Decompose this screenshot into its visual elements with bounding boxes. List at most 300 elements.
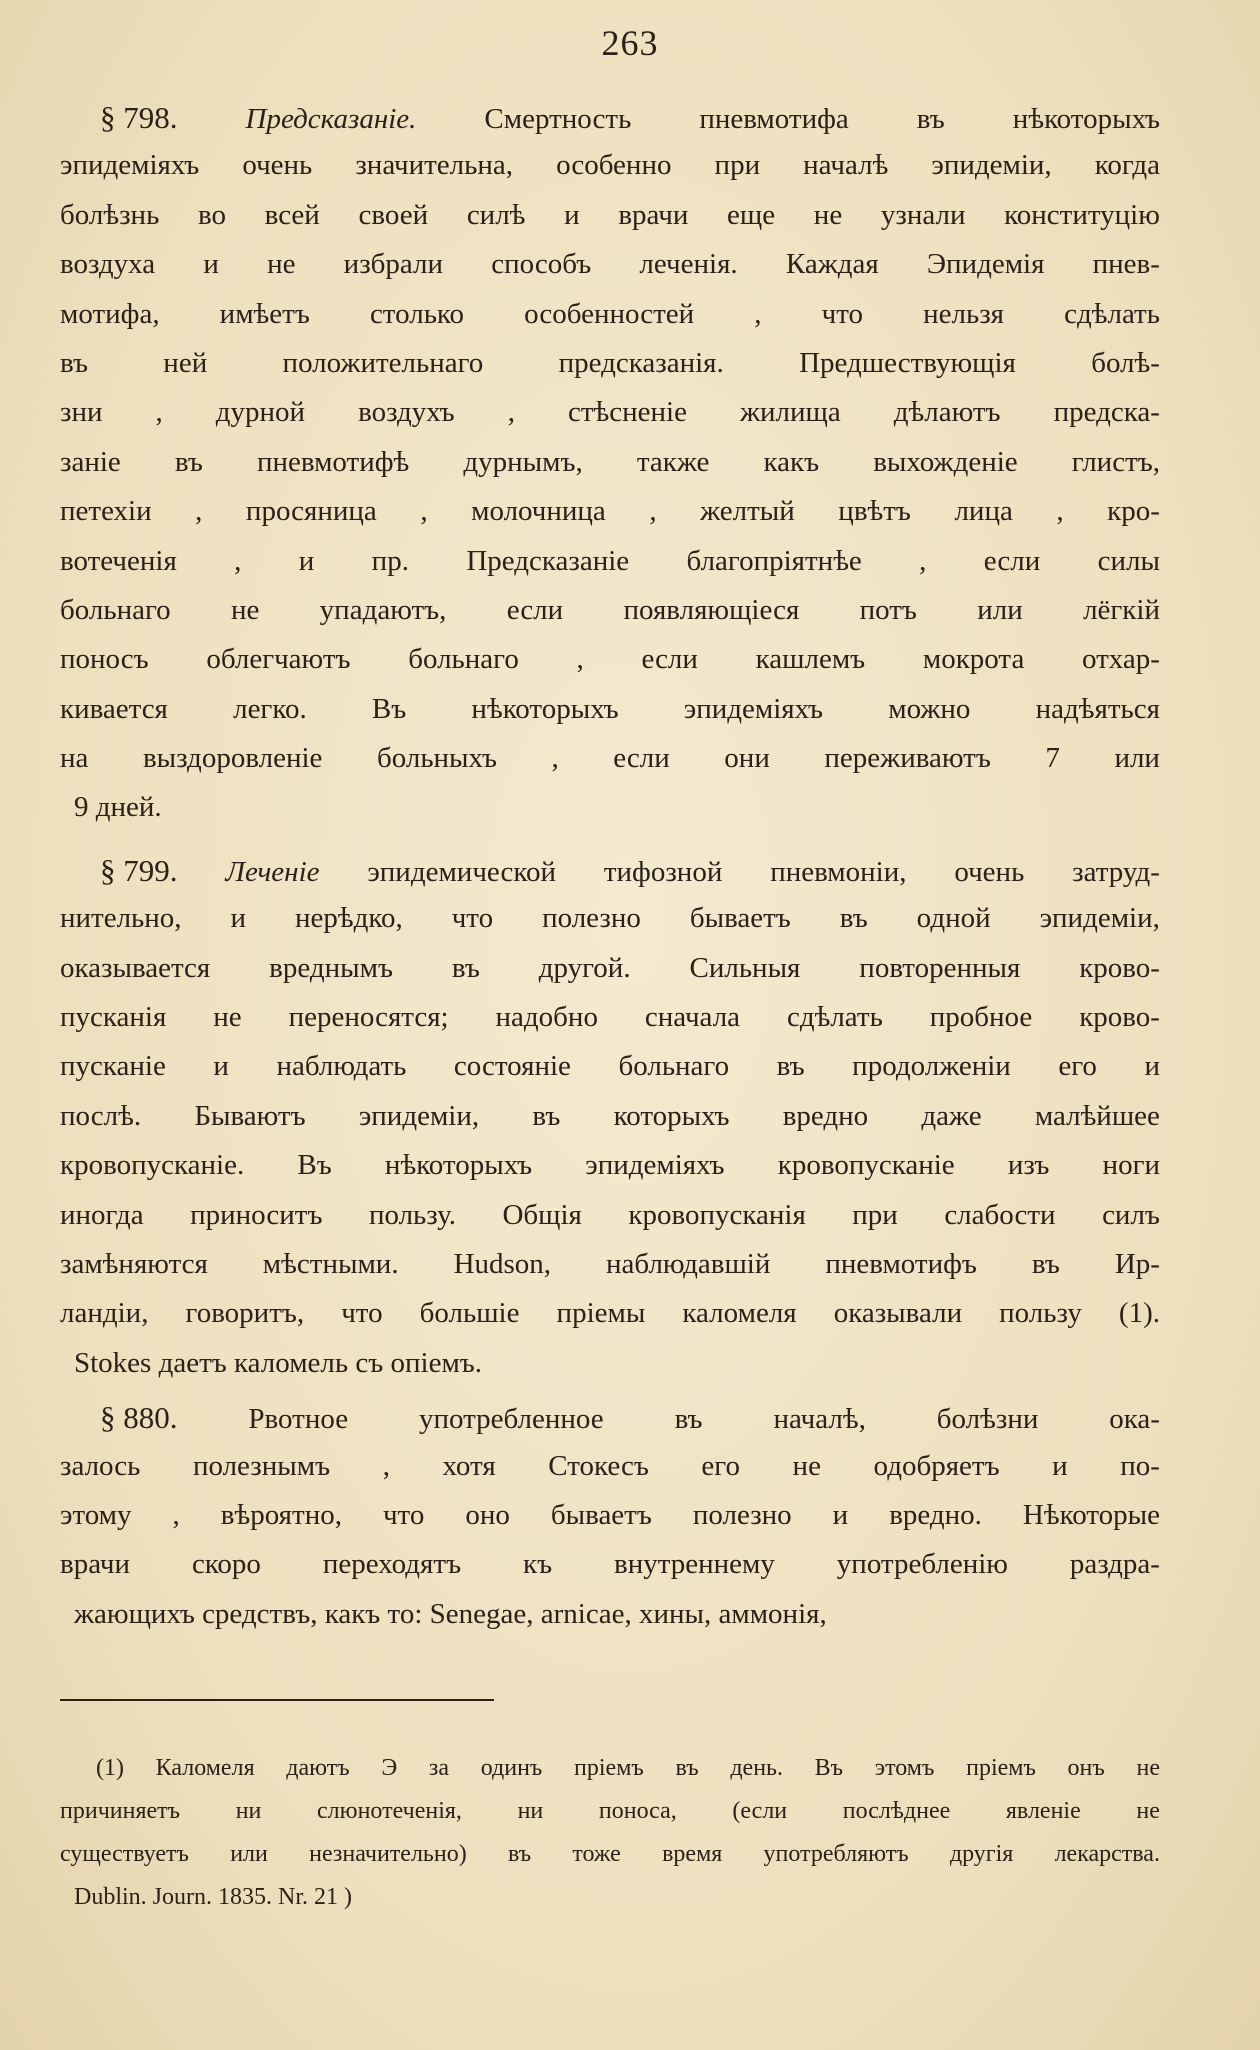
word: своей: [358, 198, 429, 231]
text-line: [60, 742, 1160, 791]
word: незначительно): [309, 1841, 467, 1867]
word: ,: [155, 396, 163, 429]
text-line: [60, 1100, 1160, 1149]
word: еще: [727, 198, 776, 231]
word: наблюдать: [276, 1050, 407, 1083]
word: скоро: [191, 1548, 261, 1581]
text-line: [60, 791, 1160, 840]
word: силъ: [1102, 1198, 1160, 1231]
word: пользу: [999, 1297, 1082, 1330]
word: способъ: [491, 248, 592, 281]
word: болѣзнь: [60, 198, 160, 231]
word: полезно: [542, 902, 641, 935]
word: раздра-: [1069, 1548, 1160, 1581]
word: Э: [381, 1755, 398, 1781]
word: Въ: [814, 1755, 844, 1781]
word: существуетъ: [60, 1841, 189, 1867]
word: слабости: [944, 1198, 1056, 1231]
word: кровопусканіе: [777, 1149, 955, 1182]
word: хотя: [442, 1449, 496, 1482]
word: которыхъ: [613, 1099, 730, 1132]
word: бываетъ: [689, 902, 791, 935]
word: пусканія: [60, 1001, 167, 1034]
word: сдѣлать: [786, 1001, 883, 1034]
word: пріемъ: [574, 1755, 644, 1781]
word: зни: [60, 396, 103, 429]
word: Въ: [297, 1149, 332, 1182]
word: вредно.: [889, 1498, 982, 1531]
word: кашлемъ: [755, 643, 866, 676]
word: болѣзни: [936, 1403, 1039, 1436]
section-term: Леченіе: [225, 855, 320, 888]
word: послѣднее: [842, 1798, 951, 1824]
word: въ: [60, 346, 88, 379]
word: ни: [235, 1798, 262, 1824]
word: онъ: [1067, 1755, 1105, 1781]
word: Рвотное: [248, 1403, 349, 1436]
word: время: [662, 1841, 723, 1867]
word: пневмоніи,: [770, 855, 907, 888]
text-line: [60, 643, 1160, 692]
word: эпидеміяхъ: [585, 1149, 725, 1182]
word: сначала: [644, 1001, 741, 1034]
word: эпидеміяхъ: [683, 692, 824, 725]
word: пріемы: [556, 1297, 646, 1330]
word: что: [451, 902, 494, 935]
word: пусканіе: [60, 1050, 166, 1083]
word: не: [792, 1449, 821, 1482]
word: состояніе: [453, 1050, 571, 1083]
word: пробное: [929, 1001, 1033, 1034]
word: мокрота: [922, 643, 1025, 676]
text-line: [60, 1199, 1160, 1248]
word: выхожденіе: [873, 445, 1018, 478]
word: имѣетъ: [219, 297, 310, 330]
word: петехіи: [60, 495, 152, 528]
word: если: [983, 544, 1041, 577]
page-number: 263: [601, 23, 659, 63]
footnote-text: Dublin. Journ. 1835. Nr. 21 ): [74, 1884, 352, 1910]
word: не: [1136, 1755, 1160, 1781]
word: продолженіи: [852, 1050, 1011, 1083]
word: употребляютъ: [763, 1841, 909, 1867]
text-line: [60, 1548, 1160, 1597]
line-text: жающихъ средствъ, какъ то: Senegae, arnicae, хины, аммонія,: [74, 1597, 827, 1630]
footnote: [60, 1755, 1160, 1927]
word: началѣ,: [773, 1403, 866, 1436]
word: упадаютъ,: [319, 593, 447, 626]
word: въ: [675, 1755, 699, 1781]
word: ,: [919, 544, 927, 577]
word: не: [1136, 1798, 1160, 1824]
word: нерѣдко,: [295, 902, 403, 935]
word: полезнымъ: [192, 1449, 331, 1482]
word: ,: [754, 297, 762, 330]
word: не: [267, 248, 296, 281]
word: приноситъ: [190, 1198, 323, 1231]
word: они: [724, 742, 770, 775]
text-line: [60, 545, 1160, 594]
text-line: [60, 693, 1160, 742]
word: очень: [242, 149, 313, 182]
footnote-line: [60, 1755, 1160, 1798]
word: Каждая: [785, 248, 879, 281]
word: въ: [916, 103, 945, 135]
word: въ: [174, 445, 203, 478]
word: благопріятнѣе: [686, 544, 862, 577]
word: Hudson,: [453, 1247, 552, 1280]
word: малѣйшее: [1034, 1099, 1160, 1132]
text-line: [60, 1149, 1160, 1198]
word: слюнотеченія,: [317, 1798, 462, 1824]
word: крово-: [1079, 951, 1160, 984]
word: на: [60, 742, 89, 775]
footnote-rule: [60, 1699, 494, 1701]
word: предсказанія.: [558, 346, 724, 379]
word: что: [821, 297, 864, 330]
word: нѣкоторыхъ: [1012, 103, 1160, 135]
word: нѣкоторыхъ: [471, 692, 619, 725]
text-line: [60, 952, 1160, 1001]
word: въ: [674, 1403, 703, 1436]
word: и: [1144, 1050, 1160, 1083]
word: кивается: [60, 692, 168, 725]
word: кро-: [1107, 495, 1160, 528]
text-line: [60, 1347, 1160, 1396]
word: заніе: [60, 445, 121, 478]
text-line: [60, 1297, 1160, 1346]
word: употребленное: [418, 1403, 604, 1436]
word: ,: [172, 1498, 180, 1531]
word: вѣроятно,: [220, 1498, 342, 1531]
word: и: [213, 1050, 229, 1083]
word: 7: [1045, 742, 1060, 775]
word: Предшествующія: [799, 346, 1016, 379]
word: Эпидемія: [926, 248, 1045, 281]
word: силы: [1097, 544, 1160, 577]
word: лёгкій: [1083, 593, 1160, 626]
word: лекарства.: [1054, 1841, 1160, 1867]
word: Сильныя: [689, 951, 801, 984]
word: больнаго: [60, 593, 171, 626]
word: послѣ.: [60, 1099, 142, 1132]
word: и: [1052, 1449, 1068, 1482]
word: (1): [96, 1755, 124, 1781]
word: или: [230, 1841, 268, 1867]
word: ока-: [1109, 1403, 1160, 1436]
word: легко.: [233, 692, 307, 725]
body-text: [60, 100, 1160, 1647]
section-number: § 798.: [100, 100, 178, 135]
word: оно: [465, 1498, 510, 1531]
word: потъ: [859, 593, 917, 626]
word: крово-: [1079, 1001, 1160, 1034]
word: Предсказаніе: [466, 544, 630, 577]
word: въ: [451, 951, 480, 984]
word: тифозной: [603, 855, 723, 888]
word: Ир-: [1114, 1247, 1160, 1280]
word: Каломеля: [155, 1755, 255, 1781]
text-line: [60, 1450, 1160, 1499]
text-line: [60, 1499, 1160, 1548]
word: дурнымъ,: [463, 445, 583, 478]
word: къ: [522, 1548, 553, 1581]
word: одной: [916, 902, 991, 935]
word: если: [641, 643, 698, 676]
text-line: [60, 248, 1160, 297]
word: желтый: [700, 495, 795, 528]
word: въ: [507, 1841, 532, 1867]
word: просяница: [245, 495, 377, 528]
word: за: [428, 1755, 450, 1781]
line-text: Stokes даетъ каломель съ опіемъ.: [74, 1346, 483, 1379]
word: этомъ: [874, 1755, 935, 1781]
word: пнев-: [1092, 248, 1160, 281]
word: въ: [1031, 1247, 1060, 1280]
text-line: [60, 594, 1160, 643]
word: если: [613, 742, 670, 775]
word: поносъ: [60, 643, 149, 676]
word: всей: [264, 198, 320, 231]
word: нительно,: [60, 902, 182, 935]
word: затруд-: [1072, 855, 1160, 888]
word: мотифа,: [60, 297, 160, 330]
word: больнаго: [618, 1050, 730, 1083]
word: пріемъ: [966, 1755, 1036, 1781]
word: иногда: [60, 1198, 144, 1231]
text-line: [60, 199, 1160, 248]
word: также: [636, 445, 710, 478]
word: Общія: [502, 1198, 582, 1231]
word: мѣстными.: [262, 1247, 399, 1280]
word: облегчаютъ: [206, 643, 351, 676]
word: или: [1114, 742, 1160, 775]
section-number: § 799.: [100, 852, 178, 888]
word: нѣкоторыхъ: [384, 1149, 533, 1182]
word: во: [197, 198, 226, 231]
word: даже: [921, 1099, 982, 1132]
word: (если: [732, 1798, 788, 1824]
word: въ: [532, 1099, 561, 1132]
word: при: [852, 1198, 898, 1231]
text-line: [60, 1598, 1160, 1647]
word: конституцію: [1004, 198, 1160, 231]
word: ,: [382, 1449, 390, 1482]
word: пользу.: [368, 1198, 456, 1231]
word: его: [701, 1449, 740, 1482]
text-line: [60, 298, 1160, 347]
word: по-: [1120, 1449, 1160, 1482]
word: ,: [576, 643, 584, 676]
word: при: [714, 149, 761, 182]
word: Стокесъ: [548, 1449, 649, 1482]
word: эпидемической: [367, 855, 557, 888]
word: выздоровленіе: [142, 742, 323, 775]
word: молочница: [471, 495, 606, 528]
word: день.: [730, 1755, 783, 1781]
word: больнаго: [408, 643, 519, 676]
word: внутреннему: [614, 1548, 775, 1581]
word: не: [230, 593, 260, 626]
text-line: [60, 396, 1160, 445]
word: ,: [649, 495, 657, 528]
word: и: [298, 544, 315, 577]
text-line: [60, 149, 1160, 198]
word: надѣяться: [1035, 692, 1160, 725]
word: пневмотифа: [699, 103, 849, 135]
footnote-line: [60, 1884, 1160, 1927]
word: причиняетъ: [60, 1798, 181, 1824]
text-line: [60, 853, 1160, 902]
word: явленіе: [1005, 1798, 1081, 1824]
word: другой.: [538, 951, 631, 984]
word: ,: [507, 396, 515, 429]
word: узнали: [880, 198, 966, 231]
word: кровопусканія: [628, 1198, 806, 1231]
word: и: [230, 902, 247, 935]
word: положительнаго: [282, 346, 484, 379]
word: залось: [60, 1449, 141, 1482]
word: воздуха: [60, 248, 156, 281]
word: силѣ: [466, 198, 526, 231]
word: ,: [195, 495, 203, 528]
word: бываетъ: [550, 1498, 652, 1531]
word: ней: [163, 346, 208, 379]
word: эпидеміи,: [1039, 902, 1160, 935]
word: оказывается: [60, 951, 211, 984]
word: Смертность: [484, 103, 632, 135]
text-line: [60, 495, 1160, 544]
word: замѣняются: [60, 1247, 208, 1280]
word: болѣ-: [1091, 346, 1160, 379]
word: какъ: [763, 445, 820, 478]
section-number: § 880.: [100, 1400, 178, 1436]
word: не: [213, 1001, 242, 1034]
word: Нѣкоторые: [1022, 1498, 1160, 1531]
word: ни: [517, 1798, 544, 1824]
word: если: [506, 593, 564, 626]
word: вреднымъ: [269, 951, 393, 984]
word: говоритъ,: [185, 1297, 305, 1330]
word: Бываютъ: [194, 1099, 306, 1132]
text-line: [60, 1400, 1160, 1449]
text-line: [60, 347, 1160, 396]
word: лица: [954, 495, 1013, 528]
word: что: [341, 1297, 383, 1330]
word: ,: [551, 742, 559, 775]
word: что: [382, 1498, 425, 1531]
word: очень: [954, 855, 1025, 888]
text-line: [60, 902, 1160, 951]
word: Въ: [371, 692, 407, 725]
word: употребленію: [836, 1548, 1008, 1581]
word: стѣсненіе: [567, 396, 687, 429]
word: дурной: [215, 396, 306, 429]
word: одинъ: [480, 1755, 543, 1781]
word: эпидеміи,: [358, 1099, 480, 1132]
word: и: [564, 198, 580, 231]
word: когда: [1094, 149, 1160, 182]
word: ,: [420, 495, 428, 528]
word: столько: [369, 297, 465, 330]
word: (1).: [1118, 1297, 1160, 1330]
word: повторенныя: [859, 951, 1021, 984]
text-line: [60, 1001, 1160, 1050]
word: не: [813, 198, 843, 231]
word: каломеля: [682, 1297, 797, 1330]
word: полезно: [692, 1498, 792, 1531]
word: нельзя: [923, 297, 1004, 330]
word: избрали: [343, 248, 444, 281]
footnote-line: [60, 1798, 1160, 1841]
word: въ: [839, 902, 868, 935]
word: изъ: [1007, 1149, 1050, 1182]
word: оказывали: [833, 1297, 963, 1330]
word: или: [977, 593, 1023, 626]
word: началѣ: [803, 149, 889, 182]
word: дѣлаютъ: [893, 396, 1001, 429]
word: вредно: [782, 1099, 869, 1132]
word: вотеченія: [60, 544, 177, 577]
word: отхар-: [1082, 643, 1160, 676]
word: поноса,: [598, 1798, 677, 1824]
word: другія: [949, 1841, 1014, 1867]
word: переходятъ: [322, 1548, 462, 1581]
section-term: Предсказаніе.: [245, 103, 417, 135]
word: ноги: [1102, 1149, 1160, 1182]
word: появляющіеся: [623, 593, 800, 626]
word: пневмотифъ: [825, 1247, 977, 1280]
footnote-line: [60, 1841, 1160, 1884]
text-line: [60, 100, 1160, 149]
word: жилища: [739, 396, 841, 429]
word: переносятся;: [288, 1001, 449, 1034]
text-line: [60, 1248, 1160, 1297]
word: значительна,: [355, 149, 514, 182]
word: больныхъ: [376, 742, 497, 775]
word: леченія.: [639, 248, 738, 281]
word: пр.: [371, 544, 409, 577]
word: цвѣтъ: [838, 495, 911, 528]
word: переживаютъ: [824, 742, 991, 775]
word: ,: [234, 544, 242, 577]
word: эпидеміяхъ: [60, 149, 200, 182]
word: сдѣлать: [1064, 297, 1160, 330]
word: даютъ: [286, 1755, 350, 1781]
word: одобряетъ: [873, 1449, 1000, 1482]
word: воздухъ: [358, 396, 455, 429]
word: наблюдавшій: [606, 1247, 771, 1280]
word: врачи: [618, 198, 689, 231]
word: особенностей: [524, 297, 695, 330]
word: большіе: [419, 1297, 520, 1330]
word: тоже: [572, 1841, 621, 1867]
line-text: 9 дней.: [74, 791, 162, 824]
word: глистъ,: [1071, 445, 1160, 478]
word: въ: [776, 1050, 805, 1083]
text-line: [60, 446, 1160, 495]
word: особенно: [556, 149, 672, 182]
word: кровопусканіе.: [60, 1149, 245, 1182]
word: ландіи,: [60, 1297, 149, 1330]
word: врачи: [60, 1548, 131, 1581]
word: и: [832, 1498, 849, 1531]
word: его: [1058, 1050, 1097, 1083]
word: можно: [888, 692, 971, 725]
word: надобно: [495, 1001, 598, 1034]
word: и: [203, 248, 219, 281]
word: эпидеміи,: [931, 149, 1052, 182]
